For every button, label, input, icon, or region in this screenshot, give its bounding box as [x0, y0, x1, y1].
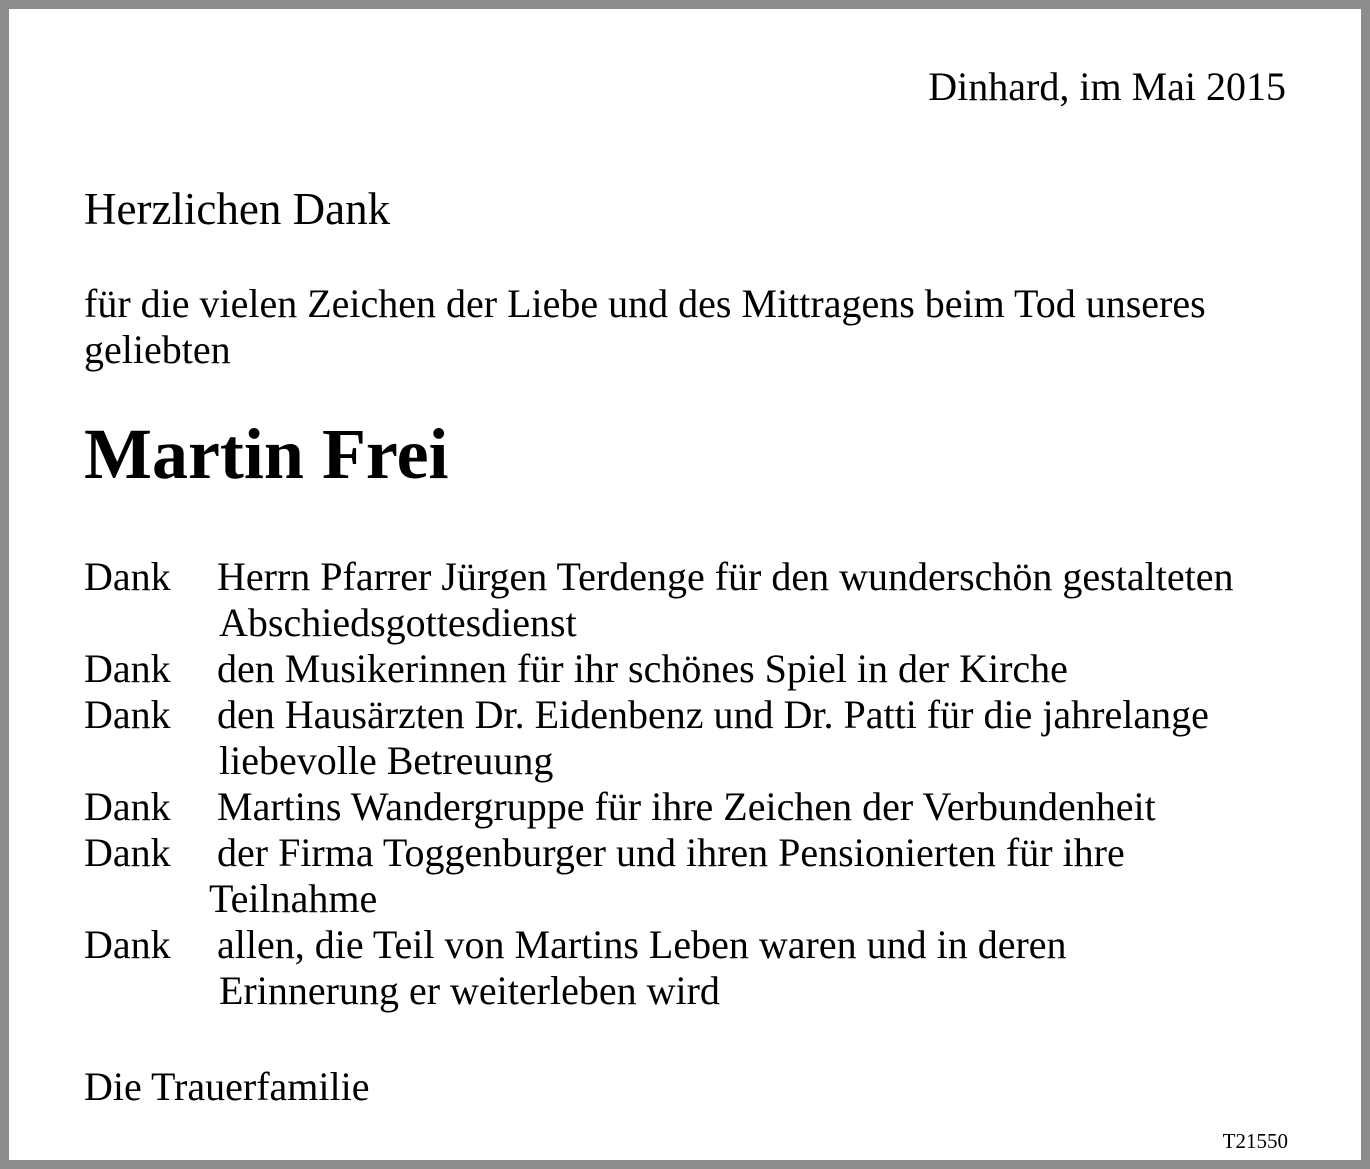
thanks-word: Dank — [84, 646, 171, 691]
thanks-text — [209, 830, 1304, 922]
thanks-list — [84, 554, 1304, 1014]
signature: Die Trauerfamilie — [84, 1064, 370, 1109]
thanks-text — [217, 784, 1304, 830]
thanks-text — [217, 922, 1304, 1014]
thanks-word: Dank — [84, 692, 171, 737]
thanks-row — [84, 922, 1304, 1014]
thanks-line: der Firma Toggenburger und ihren Pensionierten für ihre — [217, 830, 1125, 875]
thanks-text — [217, 692, 1304, 784]
thanks-line: Abschiedsgottesdienst — [219, 600, 577, 645]
deceased-name: Martin Frei — [84, 414, 449, 494]
reference-code: T21550 — [1222, 1129, 1288, 1153]
thanks-line: Martins Wandergruppe für ihre Zeichen der Verbundenheit — [217, 784, 1156, 829]
intro-line: geliebten — [84, 327, 231, 372]
thanks-row — [84, 554, 1304, 646]
thanks-line: den Hausärzten Dr. Eidenbenz und Dr. Patti für die jahrelange — [217, 692, 1209, 737]
thanks-line: allen, die Teil von Martins Leben waren und in deren — [217, 922, 1067, 967]
thanks-word: Dank — [84, 922, 171, 967]
thanks-word: Dank — [84, 830, 171, 875]
thanks-text — [217, 646, 1304, 692]
thanks-line: Teilnahme — [209, 876, 378, 921]
thanks-line: Herrn Pfarrer Jürgen Terdenge für den wunderschön gestalteten — [217, 554, 1234, 599]
thanks-line: Erinnerung er weiterleben wird — [219, 968, 720, 1013]
intro-text — [84, 281, 1284, 373]
place-date: Dinhard, im Mai 2015 — [928, 64, 1286, 109]
headline: Herzlichen Dank — [84, 184, 391, 234]
thanks-row — [84, 646, 1304, 692]
thanks-row — [84, 784, 1304, 830]
thanks-line: liebevolle Betreuung — [219, 738, 554, 783]
intro-line: für die vielen Zeichen der Liebe und des Mittragens beim Tod unseres — [84, 281, 1206, 326]
thanks-row — [84, 692, 1304, 784]
thanks-word: Dank — [84, 784, 171, 829]
thanks-line: den Musikerinnen für ihr schönes Spiel in der Kirche — [217, 646, 1068, 691]
thanks-row — [84, 830, 1304, 922]
thanks-text — [217, 554, 1304, 646]
thanks-word: Dank — [84, 554, 171, 599]
